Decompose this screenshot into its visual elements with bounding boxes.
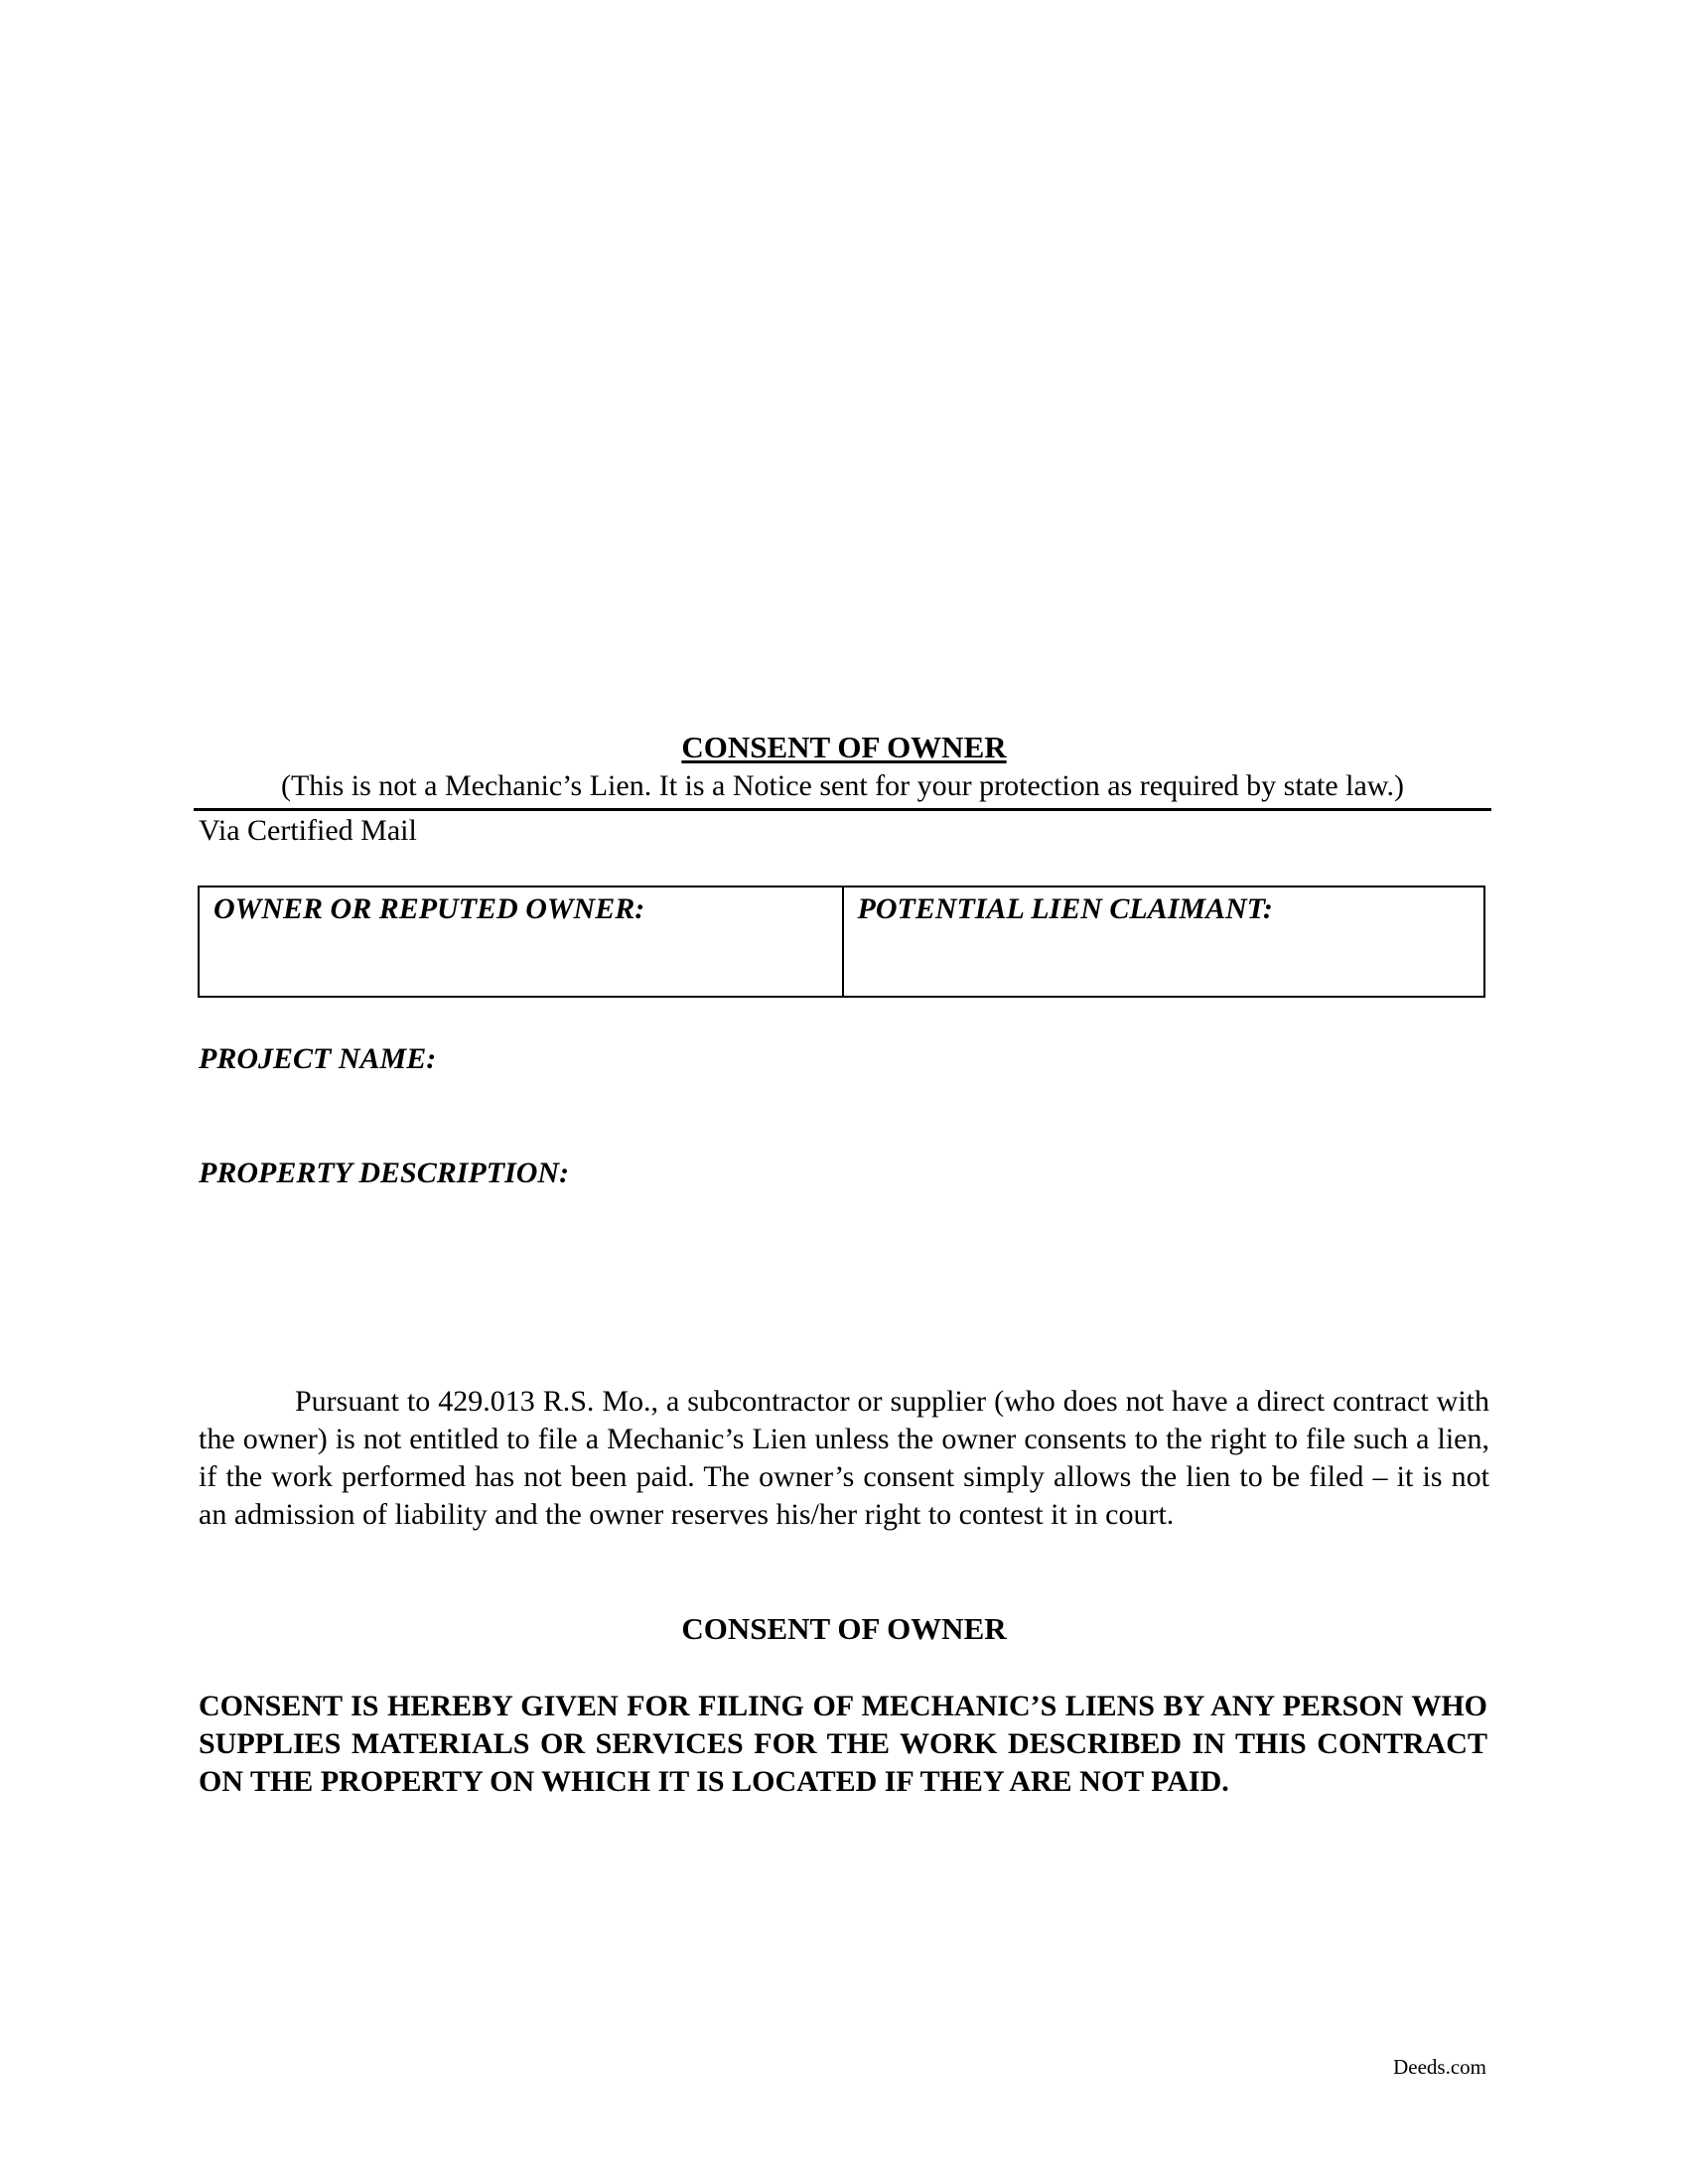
consent-statement: CONSENT IS HEREBY GIVEN FOR FILING OF MECHANIC’S LIENS BY ANY PERSON WHO SUPPLIES MATERIALS OR SERVICES FOR THE WORK DESCRIBED IN THIS CONTRACT ON THE PROPERTY ON WHICH IT IS LOCATED IF THEY ARE NOT PAID. <box>199 1690 1487 1798</box>
header-divider <box>194 808 1491 811</box>
owner-cell <box>200 887 842 996</box>
footer-brand: Deeds.com <box>1393 2055 1486 2079</box>
document-title-text: CONSENT OF OWNER <box>681 730 1007 764</box>
project-name-label: PROJECT NAME: <box>199 1042 437 1075</box>
property-description-label: PROPERTY DESCRIPTION: <box>199 1157 570 1189</box>
claimant-cell <box>842 887 1484 996</box>
statute-paragraph: Pursuant to 429.013 R.S. Mo., a subcontractor or supplier (who does not have a direct contract with the owner) is not entitled to file a Mechanic’s Lien unless the owner consents to the right to file such a lien, if the work performed has not been paid. The owner’s consent simply allows the lien to be filed – it is not an admission of liability and the owner reserves his/her right to contest it in court. <box>199 1385 1489 1531</box>
document-subtitle: (This is not a Mechanic’s Lien. It is a Notice sent for your protection as required by state law.) <box>280 769 1405 802</box>
owner-label: OWNER OR REPUTED OWNER: <box>213 892 645 925</box>
section-title: CONSENT OF OWNER <box>681 1611 1007 1646</box>
claimant-label: POTENTIAL LIEN CLAIMANT: <box>857 892 1273 925</box>
parties-table <box>198 886 1485 998</box>
document-title <box>0 729 1688 766</box>
delivery-method: Via Certified Mail <box>199 814 417 847</box>
